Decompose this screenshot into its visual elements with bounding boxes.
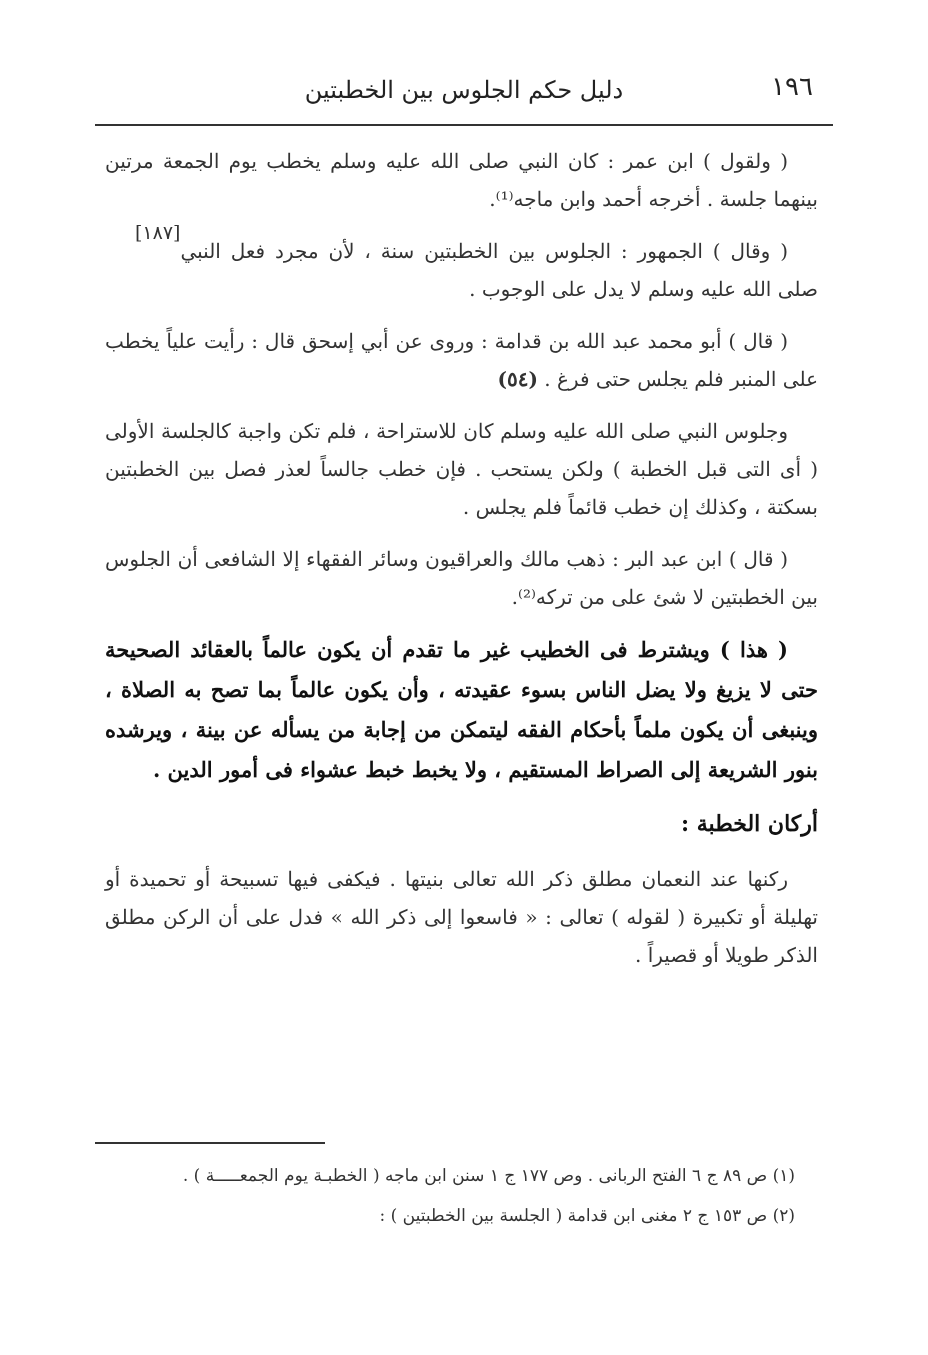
paragraph-prophet-sitting xyxy=(105,412,818,526)
header-divider xyxy=(95,124,833,126)
footnotes xyxy=(105,1160,813,1240)
paragraph-ibn-qudama xyxy=(105,322,818,398)
paragraph-text: وجلوس النبي صلى الله عليه وسلم كان للاستراحة ، فلم تكن واجبة كالجلسة الأولى ( أى التى قبل الخطبة ) ولكن يستحب . فإن خطب جالساً لعذر فصل بين الخطبتين بسكتة ، وكذلك إن خطب قائماً فلم يجلس . xyxy=(105,419,818,519)
main-content xyxy=(105,142,818,988)
page-number: ١٩٦ xyxy=(771,72,813,102)
paragraph-text: ركنها عند النعمان مطلق ذكر الله تعالى بنيتها . فيكفى فيها تسبيحة أو تحميدة أو تهليلة أو تكبيرة ( لقوله ) تعالى : « فاسعوا إلى ذكر الله » فدل على أن الركن مطلق الذكر طويلا أو قصيراً . xyxy=(105,867,818,967)
paragraph-text: ( وقال ) الجمهور : الجلوس بين الخطبتين سنة ، لأن مجرد فعل النبي صلى الله عليه وسلم لا يدل على الوجوب . xyxy=(180,239,818,301)
paragraph-text: ( قال ) أبو محمد عبد الله بن قدامة : وروى عن أبي إسحق قال : رأيت علياً يخطب على المنبر فلم يجلس حتى فرغ . xyxy=(105,329,818,391)
page-header xyxy=(95,62,833,122)
footnote-1: (١) ص ٨٩ ج ٦ الفتح الربانى . وص ١٧٧ ج ١ سنن ابن ماجه ( الخطبـة يوم الجمعـــــة ) . xyxy=(182,1166,795,1186)
running-title: دليل حكم الجلوس بين الخطبتين xyxy=(304,76,624,104)
paragraph-ibn-abd-al-barr xyxy=(105,540,818,616)
paragraph-khatib-conditions xyxy=(105,630,818,790)
section-heading: أركان الخطبة : xyxy=(680,811,818,837)
paragraph-text: ( ولقول ) ابن عمر : كان النبي صلى الله عليه وسلم يخطب يوم الجمعة مرتين بينهما جلسة . أخرجه أحمد وابن ماجه⁽¹⁾. xyxy=(105,149,818,211)
hadith-reference-number: [١٨٧] xyxy=(135,222,181,244)
footnote-divider xyxy=(95,1142,325,1144)
paragraph-khutba-pillars xyxy=(105,860,818,974)
paragraph-text: ( قال ) ابن عبد البر : ذهب مالك والعراقيون وسائر الفقهاء إلا الشافعى أن الجلوس بين الخطبتين لا شئ على من تركه⁽²⁾. xyxy=(105,547,818,609)
paragraph-text: ( هذا ) ويشترط فى الخطيب غير ما تقدم أن يكون عالماً بالعقائد الصحيحة حتى لا يزيغ ولا يضل الناس بسوء عقيدته ، وأن يكون عالماً بما تصح به الصلاة ، وينبغى أن يكون ملماً بأحكام الفقه ليتمكن من إجابة من يسأله عن بينة ، ويرشده بنور الشريعة إلى الصراط المستقيم ، ولا يخبط خبط عشواء فى أمور الدين . xyxy=(105,637,818,782)
paragraph-jumhur xyxy=(105,232,818,308)
footnote-2: (٢) ص ١٥٣ ج ٢ مغنى ابن قدامة ( الجلسة بين الخطبتين ) : xyxy=(379,1206,795,1226)
paragraph-ibn-umar xyxy=(105,142,818,244)
athar-number: (٥٤) xyxy=(497,367,538,391)
